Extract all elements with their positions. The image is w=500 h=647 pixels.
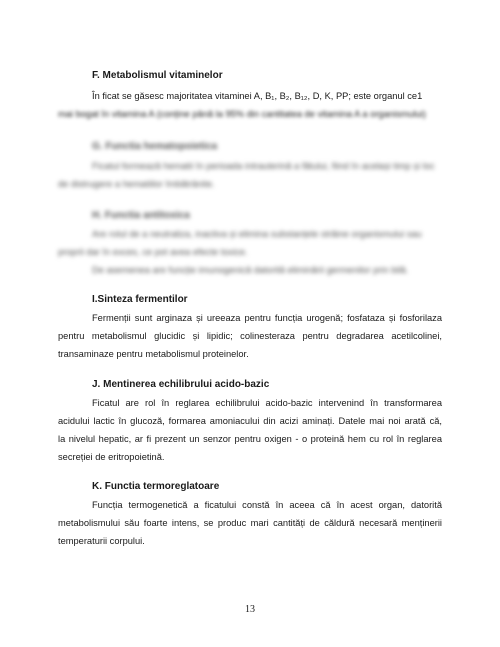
section-f-line-1: În ficat se găsesc majoritatea vitaminei A, B₁, B₂, B₁₂, D, K, PP; este organul ce1 [92, 91, 423, 101]
section-h-line-1: Are rolul de a neutraliza, inactiva și elimina substanțele străine organismului sau [92, 229, 422, 239]
section-heading-i: I.Sinteza fermentilor [92, 294, 188, 303]
section-g-line-1: Ficatul formează hematii în perioada intrauterină a fătului, fiind în același timp și loc [92, 161, 435, 171]
section-i-line-3: transaminaze pentru metabolismul proteinelor. [58, 349, 249, 359]
section-k-line-1: Funcția termogenetică a ficatului constă în aceea că în acest organ, datorită [92, 500, 442, 510]
section-i-line-2: pentru metabolismul glucidic și lipidic; colinesteraza pentru degradarea acetilcolinei, [58, 331, 442, 341]
section-h-line-2: proprii dar în exces, ce pot avea efecte toxice. [58, 247, 248, 257]
section-f-line-2: mai bogat în vitamina A (conține până la 95% din cantitatea de vitamina A a organismului) [58, 109, 426, 119]
section-g-line-2: de distrugere a hematiilor îmbătrânite. [58, 179, 215, 189]
section-i-line-1: Fermenții sunt arginaza și ureeaza pentru funcția urogenă; fosfataza și fosforilaza [92, 313, 442, 323]
section-j-line-1: Ficatul are rol în reglarea echilibrului acido-bazic intervenind în transformarea [92, 398, 442, 408]
section-heading-k: K. Functia termoreglatoare [92, 481, 220, 492]
page-number: 13 [245, 604, 255, 615]
section-j-line-2: acidului lactic în glucoză, formarea amoniacului din acizi aminați. Datele mai noi arată că, [58, 416, 442, 426]
section-heading-g: G. Functia hematopoietica [92, 141, 218, 152]
section-j-line-4: secreției de eritropoietină. [58, 452, 165, 462]
section-heading-h: H. Functia antitoxica [92, 210, 190, 221]
section-j-line-3: la nivelul hepatic, ar fi prezent un senzor pentru oxigen - o proteină hem cu rol în reglarea [58, 434, 442, 444]
section-h-line-3: De asemenea are funcție imunogenică datorită eliminării germenilor prin bilă. [92, 265, 409, 275]
section-k-line-3: temperaturii corpului. [58, 536, 145, 546]
section-heading-j: J. Mentinerea echilibrului acido-bazic [92, 379, 270, 390]
section-heading-f: F. Metabolismul vitaminelor [92, 70, 223, 81]
section-k-line-2: metabolismului său foarte intens, se produc mari cantități de căldură necesară menținerii [58, 518, 442, 528]
